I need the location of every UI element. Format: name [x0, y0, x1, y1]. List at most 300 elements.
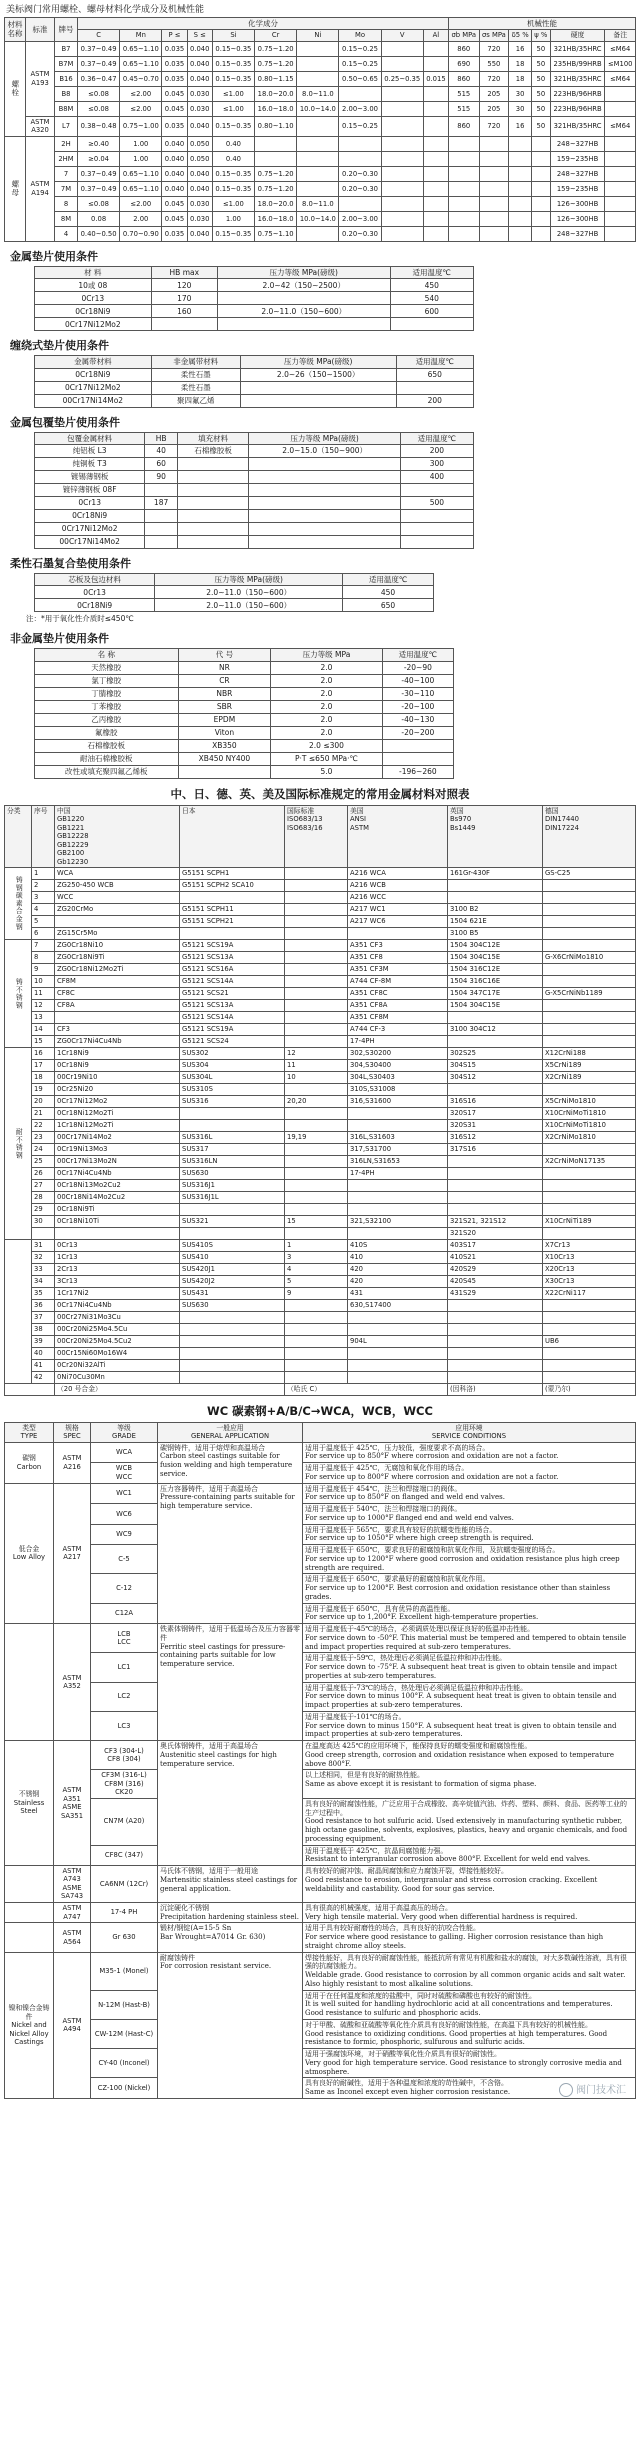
- table-cell: [543, 1084, 636, 1096]
- table-cell: 24: [32, 1144, 55, 1156]
- table-cell: 321HB/35HRC: [550, 71, 605, 86]
- table-cell: 0.36~0.47: [78, 71, 120, 86]
- table-cell: SBR: [178, 700, 271, 713]
- table-cell: 0.15~0.35: [212, 181, 254, 196]
- table-cell: [381, 151, 423, 166]
- table-cell: [381, 56, 423, 71]
- col-header: Mn: [120, 30, 162, 41]
- table-cell: 0Cr18Ni9: [35, 368, 152, 381]
- table-cell: 302S25: [448, 1048, 543, 1060]
- table-cell: 00Cr17Ni14Mo2: [35, 535, 145, 548]
- table-row: [35, 509, 474, 522]
- table-cell: 1Cr18Ni12Mo2Ti: [55, 1120, 180, 1132]
- table-cell: [449, 166, 480, 181]
- table-cell: G5121 SCS13A: [180, 952, 285, 964]
- table-cell: [390, 318, 473, 331]
- table-row: [5, 1072, 636, 1084]
- table-cell: [543, 940, 636, 952]
- service-cell: 适用于强腐蚀环境，对于硝酸等氧化性介质具有很好的耐蚀性。 Very good for high temperature service. Good resistance to strongly corrosive media and atmosphere.: [303, 2049, 636, 2078]
- table-cell: 0.035: [162, 56, 187, 71]
- table-cell: 159~235HB: [550, 181, 605, 196]
- table-row: [5, 1360, 636, 1372]
- table-cell: A351 CF8C: [348, 988, 448, 1000]
- table-cell: A216 WCA: [348, 868, 448, 880]
- grade-cell: LC2: [91, 1682, 158, 1711]
- table-cell: 304S15: [448, 1060, 543, 1072]
- service-cell: 具有很高的机械强度，适用于高温高压的场合。 Very high tensile material. Very good when differential hardness is required.: [303, 1902, 636, 1923]
- type-cell: 碳钢 Carbon: [5, 1442, 54, 1483]
- table-cell: [605, 181, 636, 196]
- table-cell: [339, 196, 381, 211]
- table-cell: 30: [32, 1216, 55, 1228]
- table-cell: CF8A: [55, 1000, 180, 1012]
- table-cell: 聚四氟乙烯: [151, 394, 240, 407]
- col-header: 一般应用 GENERAL APPLICATION: [158, 1422, 303, 1442]
- table-row: [5, 1504, 636, 1525]
- table-cell: [285, 904, 348, 916]
- table-cell: [32, 1228, 55, 1240]
- table-cell: [348, 1360, 448, 1372]
- table-cell: [348, 1120, 448, 1132]
- table-cell: 4: [55, 226, 78, 241]
- service-cell: 适用于温度低于 454℃，法兰和焊接端口的阀体。 For service up to 850°F on flanged and weld end valves.: [303, 1483, 636, 1504]
- table-row: [5, 1682, 636, 1711]
- table-cell: 0Cr17Ni12Mo2: [55, 1096, 180, 1108]
- table-cell: [543, 1180, 636, 1192]
- table-cell: 0.15~0.35: [212, 166, 254, 181]
- table-cell: SUS410S: [180, 1240, 285, 1252]
- table-cell: 316,S31600: [348, 1096, 448, 1108]
- table-cell: [543, 1372, 636, 1384]
- table-cell: 126~300HB: [550, 211, 605, 226]
- table-row: [5, 211, 636, 226]
- table-row: [5, 1216, 636, 1228]
- table-cell: 0.75~1.20: [255, 181, 297, 196]
- table-cell: G-X6CrNiMo1810: [543, 952, 636, 964]
- table-cell: [285, 1372, 348, 1384]
- table-row: [5, 1463, 636, 1484]
- jacketed-gasket-table: [34, 432, 474, 549]
- table-cell: [339, 151, 381, 166]
- table-row: [5, 101, 636, 116]
- table-cell: [285, 1360, 348, 1372]
- table-row: [5, 1653, 636, 1682]
- grade-cell: WC6: [91, 1504, 158, 1525]
- table-cell: 16: [509, 116, 532, 136]
- table-cell: [605, 136, 636, 151]
- table-cell: 0.035: [162, 71, 187, 86]
- col-header: 填充材料: [177, 432, 249, 444]
- table-cell: 515: [449, 86, 480, 101]
- table-cell: 16: [32, 1048, 55, 1060]
- table-cell: [381, 196, 423, 211]
- col-header: 英国 Bs970 Bs1449: [448, 805, 543, 867]
- table-cell: [396, 381, 473, 394]
- table-cell: 37: [32, 1312, 55, 1324]
- table-cell: G5121 SCS24: [180, 1036, 285, 1048]
- table-cell: 2.00~3.00: [339, 211, 381, 226]
- table-cell: [448, 1300, 543, 1312]
- table-cell: A216 WCB: [348, 880, 448, 892]
- group-label: 螺母: [5, 136, 26, 241]
- nonmetal-gasket-title: 非金属垫片使用条件: [10, 632, 109, 646]
- table-cell: [177, 535, 249, 548]
- table-row: [5, 1096, 636, 1108]
- table-cell: [177, 457, 249, 470]
- table-row: [5, 1252, 636, 1264]
- table-cell: 1Cr13: [55, 1252, 180, 1264]
- table-cell: 00Cr27Ni31Mo3Cu: [55, 1312, 180, 1324]
- col-header: HB: [145, 432, 178, 444]
- table-cell: 223HB/96HRB: [550, 86, 605, 101]
- table-cell: [448, 1036, 543, 1048]
- grade-cell: N-12M (Hast-B): [91, 1990, 158, 2019]
- table-cell: [448, 1180, 543, 1192]
- table-header-row: [35, 573, 434, 585]
- table-cell: [543, 964, 636, 976]
- table-row: [5, 1741, 636, 1770]
- table-row: [35, 305, 474, 318]
- table-row: [35, 381, 474, 394]
- table-cell: 860: [449, 41, 480, 56]
- table-cell: [543, 1012, 636, 1024]
- service-cell: 适用于温度低于-73℃的场合，热处理后必须满足低温拉伸和冲击性能。 For service down to minus 100°F. A subsequent heat treat is given to obtain tensile and impact properties at sub-zero temperatures.: [303, 1682, 636, 1711]
- table-cell: 0.030: [187, 101, 212, 116]
- table-cell: XB450 NY400: [178, 752, 271, 765]
- table-cell: [285, 976, 348, 988]
- col-header: 化学成分: [78, 18, 449, 30]
- table-row: [5, 181, 636, 196]
- table-cell: 205: [479, 86, 509, 101]
- table-cell: [180, 1120, 285, 1132]
- table-cell: 4: [32, 904, 55, 916]
- table-cell: [285, 1024, 348, 1036]
- table-row: [5, 56, 636, 71]
- col-header: 适用温度℃: [390, 266, 473, 278]
- table-cell: [448, 1192, 543, 1204]
- table-row: [5, 1442, 636, 1463]
- service-cell: 适用于温度低于 540℃，法兰和焊接端口的阀体。 For service up to 1000°F flanged end and weld end valves.: [303, 1504, 636, 1525]
- table-row: [35, 457, 474, 470]
- table-cell: ≤M64: [605, 116, 636, 136]
- table-row: [5, 86, 636, 101]
- table-cell: 248~327HB: [550, 226, 605, 241]
- table-row: [5, 1012, 636, 1024]
- table-cell: ZG20CrMo: [55, 904, 180, 916]
- table-cell: 0Cr18Ni9: [35, 305, 152, 318]
- table-cell: SUS420J2: [180, 1276, 285, 1288]
- table-cell: [255, 136, 297, 151]
- table-cell: [448, 1336, 543, 1348]
- table-cell: [180, 892, 285, 904]
- table-cell: 镀锌薄钢板 08F: [35, 483, 145, 496]
- table-cell: [249, 483, 400, 496]
- table-row: [5, 1036, 636, 1048]
- table-cell: NBR: [178, 687, 271, 700]
- table-cell: 300: [400, 457, 473, 470]
- table-cell: 0.20~0.30: [339, 226, 381, 241]
- table-cell: 8.0~11.0: [297, 196, 339, 211]
- table-cell: [448, 1204, 543, 1216]
- table-cell: [180, 1204, 285, 1216]
- table-row: [5, 1180, 636, 1192]
- wound-gasket-table: [34, 355, 474, 407]
- table-header-row: [5, 18, 636, 30]
- spec-cell: ASTM A564: [54, 1923, 91, 1952]
- table-cell: 30: [509, 101, 532, 116]
- table-cell: 420: [348, 1264, 448, 1276]
- table-cell: [297, 41, 339, 56]
- table-row: [5, 1770, 636, 1798]
- wechat-icon: [559, 2083, 573, 2097]
- table-cell: 550: [479, 56, 509, 71]
- group-label: 螺栓: [5, 41, 26, 136]
- col-header: HB max: [151, 266, 217, 278]
- table-cell: 3100 B5: [448, 928, 543, 940]
- table-cell: [448, 1324, 543, 1336]
- spec-cell: ASTM A351 ASME SA351: [54, 1741, 91, 1866]
- service-cell: 适用于温度低于 650℃，要求良好的耐腐蚀和抗氧化作用，及抗蠕变强度的场合。 For service up to 1200°F where good corrosion and oxidation resistance plus high creep strength are required.: [303, 1545, 636, 1574]
- table-cell: [348, 1192, 448, 1204]
- table-row: [5, 1288, 636, 1300]
- table-cell: 00Cr17Ni14Mo2: [35, 394, 152, 407]
- table-cell: 0Cr18Ni9: [35, 599, 155, 612]
- table-cell: [249, 457, 400, 470]
- table-cell: SUS316J1L: [180, 1192, 285, 1204]
- table-cell: 60: [145, 457, 178, 470]
- table-cell: [180, 1324, 285, 1336]
- table-cell: [509, 211, 532, 226]
- table-cell: [285, 1000, 348, 1012]
- table-header-row: [35, 356, 474, 368]
- col-header: 压力等级 MPa: [271, 649, 382, 661]
- table-cell: 1504 304C15E: [448, 1000, 543, 1012]
- table-cell: 0Cr17Ni4Cu4Nb: [55, 1300, 180, 1312]
- table-cell: 3: [32, 892, 55, 904]
- col-header: 包覆金属材料: [35, 432, 145, 444]
- table-cell: 0.80~1.10: [255, 116, 297, 136]
- table-cell: 200: [396, 394, 473, 407]
- table-cell: 0.37~0.49: [78, 181, 120, 196]
- table-row: [5, 1324, 636, 1336]
- table-cell: 15: [32, 1036, 55, 1048]
- table-cell: G5121 SCS13A: [180, 1000, 285, 1012]
- col-header: P ≤: [162, 30, 187, 41]
- table-cell: 860: [449, 71, 480, 86]
- table-cell: 0.040: [162, 166, 187, 181]
- table-cell: 16.0~18.0: [255, 101, 297, 116]
- table-cell: [449, 151, 480, 166]
- table-cell: G5151 SCPH21: [180, 916, 285, 928]
- col-header: 压力等级 MPa(磅级): [249, 432, 400, 444]
- table-cell: 420S29: [448, 1264, 543, 1276]
- service-cell: 具有良好的耐碱性，适用于各种温度和浓度的苛性碱中，不含铬。 Same as Inconel except even higher corrosion resistance.: [303, 2078, 636, 2099]
- grade-cell: LC3: [91, 1711, 158, 1740]
- general-cell: 奥氏体钢铸件，适用于高温场合 Austenitic steel castings for high temperature service.: [158, 1741, 303, 1866]
- table-cell: 431: [348, 1288, 448, 1300]
- table-cell: 235HB/99HRB: [550, 56, 605, 71]
- table-row: [5, 1048, 636, 1060]
- col-header: 代 号: [178, 649, 271, 661]
- general-cell: 耐腐蚀铸件 For corrosion resistant service.: [158, 1952, 303, 2098]
- table-cell: 2.00~3.00: [339, 101, 381, 116]
- grade-cell: 17-4 PH: [91, 1902, 158, 1923]
- table-cell: SUS316LN: [180, 1156, 285, 1168]
- grade-cell: C12A: [91, 1603, 158, 1624]
- table-cell: [400, 509, 473, 522]
- table-row: [35, 713, 454, 726]
- table-cell: SUS630: [180, 1300, 285, 1312]
- table-row: [5, 1866, 636, 1903]
- table-cell: X5CrNi189: [543, 1060, 636, 1072]
- table-cell: 0.50~0.65: [339, 71, 381, 86]
- service-cell: 适用于温度低于 565℃，要求具有较好的抗蠕变性能的场合。 For service up to 1050°F where high creep strength is required.: [303, 1524, 636, 1545]
- table-cell: SUS321: [180, 1216, 285, 1228]
- table-cell: B16: [55, 71, 78, 86]
- table-cell: CF8C: [55, 988, 180, 1000]
- table-cell: 28: [32, 1192, 55, 1204]
- grade-cell: CW-12M (Hast-C): [91, 2019, 158, 2048]
- table-cell: 9: [32, 964, 55, 976]
- table-row: [35, 483, 474, 496]
- table-row: [35, 279, 474, 292]
- table-cell: 3Cr13: [55, 1276, 180, 1288]
- table-cell: ≤M64: [605, 71, 636, 86]
- table-cell: 200: [400, 444, 473, 457]
- table-cell: 2.0: [271, 713, 382, 726]
- table-cell: CR: [178, 674, 271, 687]
- col-header: 标准: [26, 18, 55, 42]
- table-cell: [285, 1156, 348, 1168]
- table-row: [5, 2019, 636, 2048]
- table-cell: 450: [390, 279, 473, 292]
- table-cell: [509, 196, 532, 211]
- table-cell: 0Cr18Ni13Mo2Cu2: [55, 1180, 180, 1192]
- table-cell: 0Cr17Ni12Mo2: [35, 381, 152, 394]
- table-cell: 1.00: [120, 151, 162, 166]
- grade-cell: LC1: [91, 1653, 158, 1682]
- table-row: [5, 1132, 636, 1144]
- table-cell: 15: [285, 1216, 348, 1228]
- table-cell: [423, 86, 448, 101]
- table-cell: 4: [285, 1264, 348, 1276]
- table-cell: [543, 1168, 636, 1180]
- table-cell: 23: [32, 1132, 55, 1144]
- table-cell: [180, 1312, 285, 1324]
- table-cell: 6: [32, 928, 55, 940]
- table-row: [5, 976, 636, 988]
- type-cell: 低合金 Low Alloy: [5, 1483, 54, 1624]
- category-cell: 耐不锈钢: [5, 1048, 32, 1240]
- table-row: [5, 1923, 636, 1952]
- table-cell: [180, 1360, 285, 1372]
- grade-cell: Gr 630: [91, 1923, 158, 1952]
- table-cell: ≤0.08: [78, 196, 120, 211]
- table-cell: 400: [400, 470, 473, 483]
- table-cell: [285, 868, 348, 880]
- table-cell: 0.15~0.25: [339, 56, 381, 71]
- table-cell: G5151 SCPH2 SCA10: [180, 880, 285, 892]
- table-cell: 石棉橡胶板: [177, 444, 249, 457]
- table-cell: [285, 952, 348, 964]
- col-header: ψ %: [532, 30, 551, 41]
- table-cell: 10: [32, 976, 55, 988]
- table-cell: 0.20~0.30: [339, 181, 381, 196]
- col-header: 适用温度℃: [400, 432, 473, 444]
- table-cell: B7M: [55, 56, 78, 71]
- table-cell: 540: [390, 292, 473, 305]
- service-cell: 具有良好的耐腐蚀性能，广泛应用于合成橡胶、高辛烷值汽油、炸药、塑料、颜料、食品、医药等工业的生产过程中。 Good resistance to hot sulfuric acid. Used extensively in manufacturing synthetic rubber, high octane gasoline, solvents, explosives, plastics, heavy and organic chemicals, and food processing equipment.: [303, 1798, 636, 1845]
- table-cell: [55, 1012, 180, 1024]
- table-row: [5, 1060, 636, 1072]
- table-cell: ≥0.04: [78, 151, 120, 166]
- table-cell: 18: [509, 56, 532, 71]
- table-cell: 316S12: [448, 1132, 543, 1144]
- table-cell: [400, 483, 473, 496]
- grade-cell: WCA: [91, 1442, 158, 1463]
- type-cell: 镍和镍合金铸件 Nickel and Nickel Alloy Castings: [5, 1952, 54, 2098]
- table-cell: 0Cr17Ni4Cu4Nb: [55, 1168, 180, 1180]
- table-cell: CF8M: [55, 976, 180, 988]
- col-header: δ5 %: [509, 30, 532, 41]
- table-cell: [297, 136, 339, 151]
- grade-cell: CY-40 (Inconel): [91, 2049, 158, 2078]
- table-cell: [423, 136, 448, 151]
- page-title: 美标阀门常用螺栓、螺母材料化学成分及机械性能: [6, 5, 205, 15]
- grade-cell: CF3M (316-L) CF8M (316) CK20: [91, 1770, 158, 1798]
- table-cell: 10.0~14.0: [297, 211, 339, 226]
- table-cell: 515: [449, 101, 480, 116]
- table-cell: [543, 1312, 636, 1324]
- table-cell: SUS316: [180, 1096, 285, 1108]
- table-cell: X20Cr13: [543, 1264, 636, 1276]
- table-cell: [605, 211, 636, 226]
- col-header: 非金属带材料: [151, 356, 240, 368]
- table-cell: 0.37~0.49: [78, 166, 120, 181]
- table-cell: 860: [449, 116, 480, 136]
- table-cell: 0.040: [162, 181, 187, 196]
- table-cell: [543, 1204, 636, 1216]
- table-cell: SUS316L: [180, 1132, 285, 1144]
- table-cell: [297, 151, 339, 166]
- table-header-row: [35, 649, 454, 661]
- table-cell: 0.045: [162, 196, 187, 211]
- table-cell: [448, 1084, 543, 1096]
- table-cell: [400, 535, 473, 548]
- table-cell: 0Cr25Ni20: [55, 1084, 180, 1096]
- watermark: [559, 2081, 626, 2097]
- col-header: 材料名称: [5, 18, 26, 42]
- grade-cell: C-12: [91, 1574, 158, 1603]
- table-cell: [479, 211, 509, 226]
- grade-cell: LCB LCC: [91, 1624, 158, 1653]
- table-cell: 0.80~1.15: [255, 71, 297, 86]
- table-cell: 720: [479, 71, 509, 86]
- table-cell: 1Cr17Ni2: [55, 1288, 180, 1300]
- table-cell: X22CrNi117: [543, 1288, 636, 1300]
- spec-cell: ASTM A216: [54, 1442, 91, 1483]
- table-cell: -20~200: [382, 726, 453, 739]
- table-cell: 0.030: [187, 211, 212, 226]
- table-cell: [285, 1324, 348, 1336]
- table-cell: 26: [32, 1168, 55, 1180]
- table-cell: [285, 1228, 348, 1240]
- table-cell: [449, 196, 480, 211]
- table-cell: 320S31: [448, 1120, 543, 1132]
- table-cell: [180, 1228, 285, 1240]
- table-cell: [285, 1192, 348, 1204]
- table-cell: [382, 752, 453, 765]
